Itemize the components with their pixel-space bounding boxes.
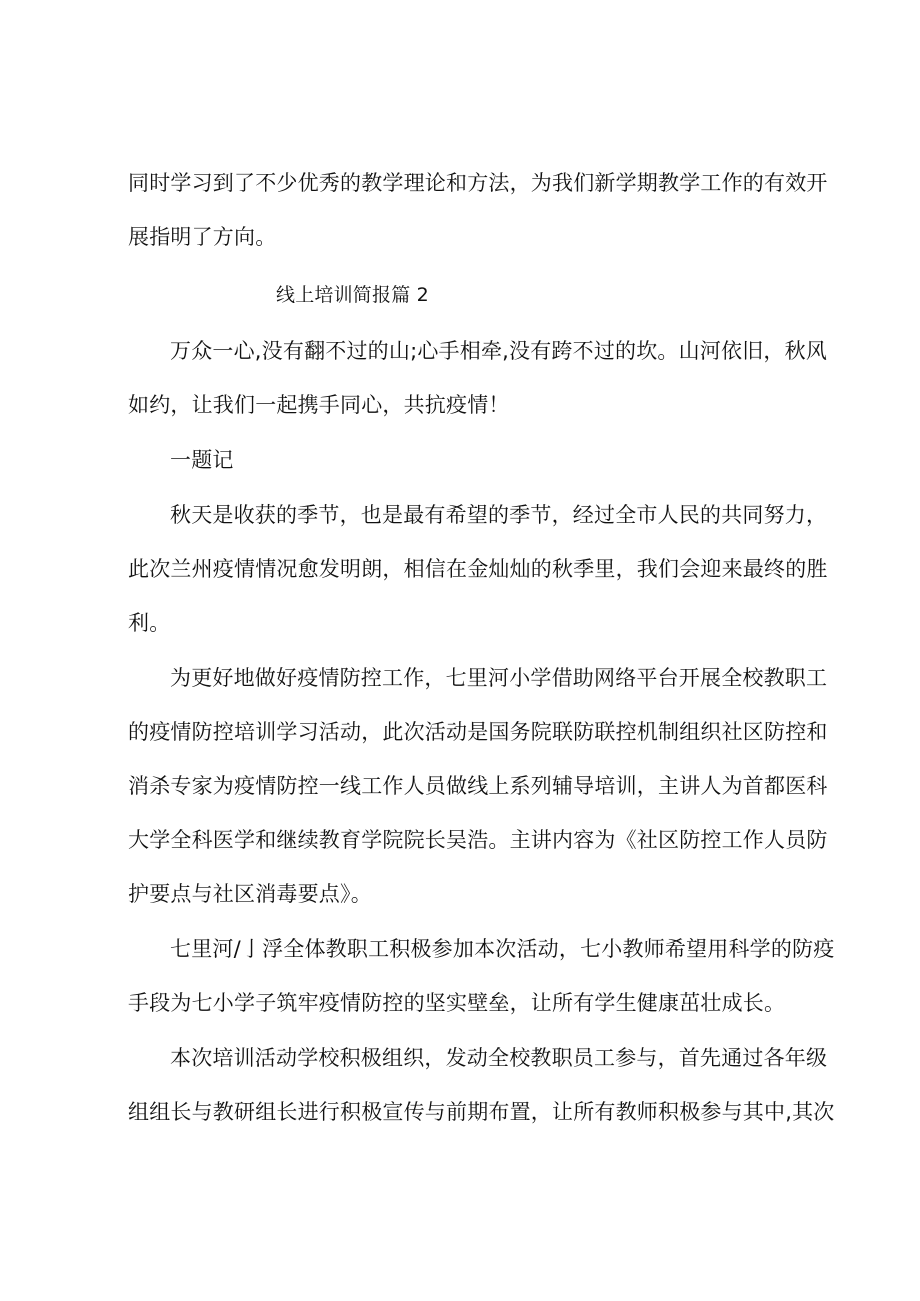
paragraph-line: 的疫情防控培训学习活动，此次活动是国务院联防联控机制组织社区防控和 xyxy=(128,720,828,744)
paragraph-line: 利。 xyxy=(128,611,171,635)
paragraph-line: 大学全科医学和继续教育学院院长吴浩。主讲内容为《社区防控工作人员防 xyxy=(128,828,828,852)
paragraph-line: 如约，让我们一起携手同心，共抗疫情！ xyxy=(128,393,510,417)
paragraph-line: 秋天是收获的季节，也是最有希望的季节，经过全市人民的共同努力， xyxy=(170,503,828,527)
paragraph-line: 为更好地做好疫情防控工作，七里河小学借助网络平台开展全校教职工 xyxy=(170,666,828,690)
paragraph-line: 手段为七小学子筑牢疫情防控的坚实壁垒，让所有学生健康茁壮成长。 xyxy=(128,991,786,1015)
paragraph-line: 护要点与社区消毒要点》。 xyxy=(128,882,372,906)
paragraph-line: 七里河/亅浮全体教职工积极参加本次活动，七小教师希望用科学的防疫 xyxy=(170,937,835,961)
paragraph-line: 万众一心,没有翻不过的山;心手相牵,没有跨不过的坎。山河依旧，秋风 xyxy=(170,339,828,363)
paragraph-line: 展指明了方向。 xyxy=(128,225,277,249)
inscription-label: 一题记 xyxy=(170,448,234,472)
section-heading: 线上培训简报篇 2 xyxy=(276,284,429,306)
paragraph-line: 消杀专家为疫情防控一线工作人员做线上系列辅导培训，主讲人为首都医科 xyxy=(128,774,828,798)
paragraph-line: 同时学习到了不少优秀的教学理论和方法，为我们新学期教学工作的有效开 xyxy=(128,171,828,195)
paragraph-line: 本次培训活动学校积极组织，发动全校教职员工参与，首先通过各年级 xyxy=(170,1046,828,1070)
paragraph-line: 组组长与教研组长进行积极宣传与前期布置，让所有教师积极参与其中,其次 xyxy=(128,1100,835,1124)
paragraph-line: 此次兰州疫情情况愈发明朗，相信在金灿灿的秋季里，我们会迎来最终的胜 xyxy=(128,557,828,581)
